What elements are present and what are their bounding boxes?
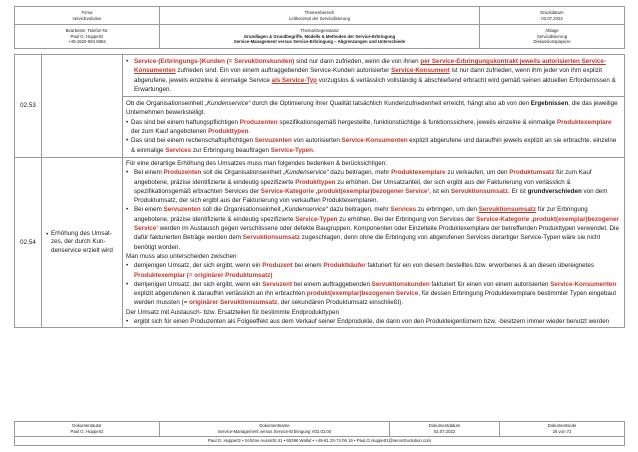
header-topic-area — [160, 7, 480, 25]
header-filing-label: Ablage — [545, 28, 559, 34]
footer-author-value: Paul G. Huppertz — [70, 429, 104, 434]
footer-doc-page-label: Dokumentseite — [547, 423, 577, 429]
header-print-date — [480, 7, 625, 25]
footer-address: Paul G. Huppertz • Schöne Aussicht 41 • 65396 Walluf • +49-61 23-74 06 16 • Paul.G.Huppertz@servicEvolution.com — [15, 437, 625, 446]
bullet-icon: • — [126, 318, 129, 326]
document-page — [14, 6, 624, 328]
footer-doc-page-value: 25 von 72 — [552, 429, 572, 434]
bullet-icon: • — [126, 58, 129, 65]
header-filing-line2: Diskussionspapiere — [533, 39, 571, 45]
bullet-icon: • — [126, 118, 129, 126]
list-item: • Bei einem Produzenten soll die Organisationseinheit „Kundenservice“ dazu beitragen, mehr Produktexemplare zu verkaufen, um den Produktumsatz für zum Kauf angebotene, präzise identifizierte & eindeutig spezifizierte Produkttypen zu erhöhen. Der Umsatzanteil, der sich ergibt aus der Fakturierung von verlässlich & spezifikationsgemäß erbrachten Services der Service-Kategorie ‚produkt(exemplar)bezogener Service‘, ist ein Servuktionsumsatz. Er ist grundverschieden von dem Produktumsatz, der sich ergibt aus der Fakturierung von verkauften Produktexemplaren. — [126, 169, 608, 205]
footer-author-label: Dokumentautor — [72, 423, 102, 429]
row53-bottom-block — [123, 97, 624, 157]
header-subject-line1: Grundlagen & Grundbegriffe, Modelle & Methoden der Service-Erbringung — [243, 33, 396, 39]
footer-author — [15, 422, 160, 437]
row-content — [123, 55, 625, 158]
row-content — [123, 157, 625, 327]
content-table — [14, 54, 625, 328]
header-editor-name: Paul G. Huppertz — [70, 33, 104, 39]
list-item: • demjenigen Umsatz, der sich ergibt, wenn ein Servuzent bei einem auftraggebenden Servuktionskunden fakturiert für einen von einem autorisierten Service-Konsumenten explizit abgerufenen & daraufhin verlässlich an ihn erbrachten produkt(exemplar)bezogenen Service, für dessen Erbringung Produktexemplare bestimmter Typen eingebaut werden mussten (= originärer Servuktionsumsatz, der sekundären Produktumsatz einschließt). — [126, 280, 617, 307]
bullet-icon: • — [126, 206, 129, 214]
list-item: • demjenigen Umsatz, der sich ergibt, wenn ein Produzent bei einem Produktkäufer fakturiert für ein von diesem bestelltes bzw. erworbenes & an diesen übereignetes Produktexemplar (= originärer Produktumsatz) — [126, 262, 594, 279]
row-label — [42, 55, 123, 158]
footer-doc-name-value: Service-Management versus Service-Erbringung V02.02.00 — [217, 429, 332, 434]
header-company — [15, 7, 160, 25]
header-subject-line2: Service-Management versus Service-Erbringung – Abgrenzungen und Unterschiede — [233, 39, 406, 45]
header-filing-line1: Servicidisierung — [536, 33, 568, 39]
paragraph: Man muss also unterscheiden zwischen — [126, 252, 237, 260]
footer-doc-date-value: 03.07.2022 — [433, 429, 456, 434]
row53-top-block — [123, 55, 624, 97]
header-filing — [480, 25, 625, 49]
list-item: • Das sind bei einem haftungspflichtigen Produzenten spezifikationsgemäß hergestellte, funktionstüchtige & funktionssichere, jeweils einzelne & einmalige Produktexemplare der zum Kauf angebotenen Produkttypen. — [126, 118, 612, 136]
header-print-date-value: 03.07.2022 — [541, 15, 563, 21]
header-company-value: servicEvolution — [72, 15, 102, 21]
footer-doc-page — [500, 422, 625, 437]
footer-doc-date-label: Dokumentdatum — [428, 423, 461, 429]
header-company-label: Firma — [81, 9, 93, 15]
bullet-icon: • — [126, 262, 129, 270]
list-item: • Service-(Erbringungs-)Kunden (= Servuktionskunden) sind nur dann zufrieden, wenn die von ihnen per Service-Erbringungskontrakt jeweils autorisierten Service-Konsumenten zufrieden sind. Ein von einem auftraggebenden Service-Kunden autorisierter Service-Konsument ist nur dann zufrieden, wenn ihm jeder von ihm explizit abgerufene, jeweils einzelne & einmalige Service als Service-Typ vorzugslos & verlässlich vollständig & abschließend erbracht wird gemäß seinen aktuellen Erfordernissen & Erwartungen. — [126, 58, 616, 93]
paragraph: Ob die Organisationseinheit „Kundenservice“ durch die Optimierung ihrer Qualität tatsächlich Kundenzufriedenheit erreicht, hängt also ab von den Ergebnissen, die das jeweilige Unternehmen bewerkstelligt. — [126, 100, 618, 117]
row-id: 02.53 — [15, 55, 42, 158]
list-item: • Erhöhung des Umsat- zes, der durch Kun- denservice erzielt wird — [46, 229, 113, 254]
list-item: • Bei einem Servuzenten soll die Organisationseinheit „Kundenservice“ dazu beitragen, mehr Services zu erbringen, um den Servuktionsumsatz für zur Erbringung angebotene, präzise identifizierte & eindeutig spezifizierte Service-Typen zu erhöhen. Bei der Erbringung von Services der Service-Kategorie ‚produkt(exemplar)bezogener Service‘ werden im Austausch gegen verschlissene oder defekte Baugruppen, Komponenten oder Einzelteile Produktexemplare der betreffenden Produkttypen verwendet. Die dafür fakturierten Beträge werden dem Servuktionsumsatz zugeschlagen, denn ohne die Erbringung von abgerufenen Services derartiger Service-Typen wäre sie nicht benötigt worden. — [126, 206, 619, 251]
header-print-date-label: Druckdatum — [540, 9, 564, 15]
list-item: • Das sind bei einem rechenschaftspflichtigen Servuzenten von autorisierten Service-Konsumenten explizit abgerufene und daraufhin jeweils explizit an sie erbrachte, einzelne & einmalige Services zur Erbringung beauftragen Service-Typen. — [126, 137, 617, 154]
footer-doc-name-label: Dokumentname — [259, 423, 290, 429]
paragraph: Der Umsatz mit Austausch- bzw. Ersatzteilen für bestimmte Endprodukttypen — [126, 308, 339, 316]
list-item: • ergibt sich für einen Produzenten als Folgeeffekt aus dem Verkauf seiner Endprodukte, die dann von den Produkteigentümern bzw. -besitzern immer wieder benutzt werden — [126, 318, 610, 326]
document-footer — [14, 421, 625, 446]
header-subject-label: Thema/Gegenstand — [300, 28, 339, 34]
header-editor-label: Bearbeiter, Telefon-Nr. — [65, 28, 109, 34]
bullet-icon: • — [46, 230, 49, 238]
table-row-02-53 — [15, 55, 625, 158]
header-topic-area-value: Leitkonzept der Servicidisierung — [289, 15, 350, 21]
row-id: 02.54 — [15, 157, 42, 327]
header-subject — [160, 25, 480, 49]
row-label — [42, 157, 123, 327]
table-row-02-54 — [15, 157, 625, 327]
footer-doc-date — [390, 422, 500, 437]
paragraph: Für eine derartige Erhöhung des Umsatzes muss man folgendes bedenken & berücksichtigen: — [126, 159, 387, 167]
header-editor-phone: +49-1520-984 5962 — [68, 39, 106, 45]
document-header — [14, 6, 625, 49]
footer-doc-name — [160, 422, 390, 437]
header-topic-area-label: Themenbereich — [304, 9, 335, 15]
bullet-icon: • — [126, 280, 129, 288]
bullet-icon: • — [126, 137, 129, 145]
header-editor — [15, 25, 160, 49]
bullet-icon: • — [126, 169, 129, 177]
